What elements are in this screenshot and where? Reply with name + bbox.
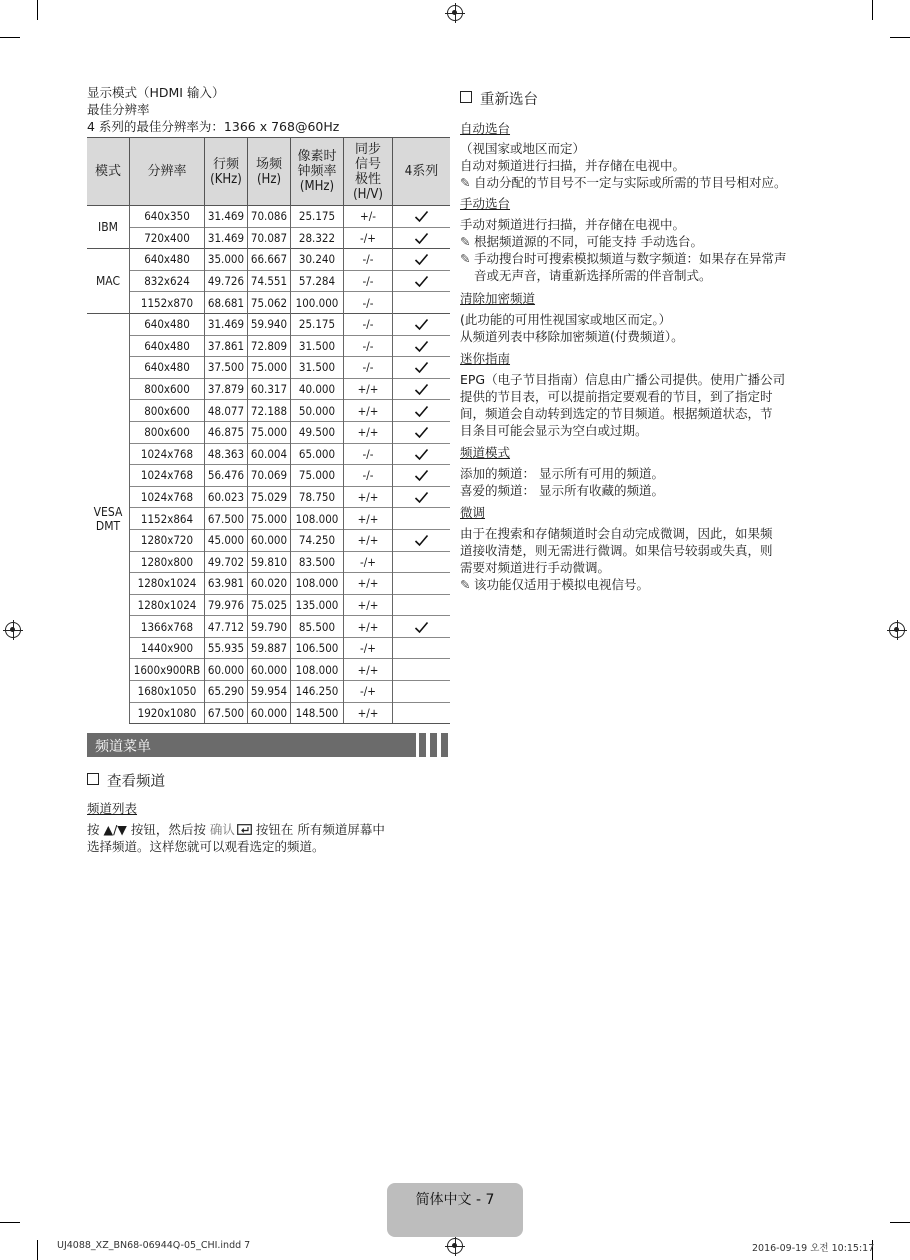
cell-clk: 148.500 <box>291 702 344 724</box>
square-bullet-icon <box>460 91 472 103</box>
table-row <box>87 378 450 400</box>
date-slug: 2016-09-19 오전 10:15:17 <box>752 1243 875 1254</box>
cell-pol: -/- <box>344 335 393 357</box>
table-row <box>87 465 450 487</box>
cell-pol: -/+ <box>344 637 393 659</box>
series4-cell <box>393 249 451 271</box>
crop-mark <box>0 1222 20 1223</box>
cell-res: 1366x768 <box>130 616 205 638</box>
table-row <box>87 637 450 659</box>
cell-v: 59.887 <box>248 637 291 659</box>
fine-tune-line: 由于在搜索和存储频道时会自动完成微调，因此，如果频 <box>460 526 773 541</box>
series4-cell <box>393 529 451 551</box>
retune-heading <box>460 88 830 109</box>
cell-h: 37.861 <box>205 335 248 357</box>
table-row <box>87 270 450 292</box>
channel-menu-bar <box>87 733 450 757</box>
list-text-line2: 选择频道。这样您就可以观看选定的频道。 <box>87 838 325 854</box>
series4-cell <box>393 227 451 249</box>
retune-heading-text: 重新选台 <box>480 92 538 108</box>
auto-tune-heading: 自动选台 <box>460 121 511 136</box>
crop-mark <box>890 1222 910 1223</box>
table-header-cell: 场频 (Hz) <box>248 138 291 206</box>
cell-h: 56.476 <box>205 465 248 487</box>
check-icon <box>414 253 429 266</box>
table-row <box>87 249 450 271</box>
intro-subtitle: 最佳分辨率 <box>87 102 150 117</box>
series4-cell <box>393 486 451 508</box>
series4-cell <box>393 681 451 703</box>
manual-tune-heading: 手动选台 <box>460 196 511 211</box>
cell-pol: -/- <box>344 270 393 292</box>
cell-v: 75.025 <box>248 594 291 616</box>
check-icon <box>414 405 429 418</box>
cell-clk: 108.000 <box>291 508 344 530</box>
cell-pol: +/+ <box>344 508 393 530</box>
cell-clk: 25.175 <box>291 206 344 228</box>
series4-cell <box>393 508 451 530</box>
cell-clk: 108.000 <box>291 573 344 595</box>
cell-v: 60.000 <box>248 529 291 551</box>
manual-tune-note-cont: 音或无声音，请重新选择所需的伴音制式。 <box>474 268 712 283</box>
table-row <box>87 573 450 595</box>
cell-v: 59.940 <box>248 313 291 335</box>
cell-res: 1280x800 <box>130 551 205 573</box>
auto-tune-line: （视国家或地区而定） <box>460 141 586 156</box>
display-mode-table <box>87 137 450 724</box>
cell-pol: +/+ <box>344 659 393 681</box>
cell-h: 67.500 <box>205 508 248 530</box>
cell-v: 60.020 <box>248 573 291 595</box>
pencil-note-icon: ✎ <box>460 251 471 266</box>
file-slug: UJ4088_XZ_BN68-06944Q-05_CHI.indd 7 <box>57 1240 251 1251</box>
table-row <box>87 551 450 573</box>
cell-pol: -/- <box>344 443 393 465</box>
page-label: 简体中文 - 7 <box>415 1192 495 1208</box>
cell-v: 59.810 <box>248 551 291 573</box>
cell-res: 640x350 <box>130 206 205 228</box>
cell-v: 72.809 <box>248 335 291 357</box>
manual-tune-line: 手动对频道进行扫描，并存储在电视中。 <box>460 217 686 232</box>
cell-h: 31.469 <box>205 227 248 249</box>
check-icon <box>414 469 429 482</box>
cell-clk: 78.750 <box>291 486 344 508</box>
cell-h: 60.000 <box>205 659 248 681</box>
channel-list-text <box>87 822 452 855</box>
table-row <box>87 292 450 314</box>
cell-res: 1280x720 <box>130 529 205 551</box>
cell-res: 800x600 <box>130 400 205 422</box>
series4-cell <box>393 616 451 638</box>
cell-pol: +/- <box>344 206 393 228</box>
cell-pol: -/- <box>344 357 393 379</box>
right-column <box>460 88 830 593</box>
auto-tune-note <box>460 174 830 191</box>
cell-h: 67.500 <box>205 702 248 724</box>
cell-h: 47.712 <box>205 616 248 638</box>
cell-h: 49.726 <box>205 270 248 292</box>
check-icon <box>414 621 429 634</box>
cell-h: 79.976 <box>205 594 248 616</box>
crop-mark <box>0 37 20 38</box>
cell-res: 640x480 <box>130 249 205 271</box>
view-channel-heading <box>87 770 452 791</box>
cell-h: 31.469 <box>205 206 248 228</box>
check-icon <box>414 318 429 331</box>
check-icon <box>414 275 429 288</box>
cell-v: 72.188 <box>248 400 291 422</box>
list-text-part: 按 ▲/▼ 按钮，然后按 <box>87 822 210 837</box>
cell-pol: -/- <box>344 465 393 487</box>
table-row <box>87 508 450 530</box>
cell-res: 640x480 <box>130 313 205 335</box>
clear-scrambled-line: 从频道列表中移除加密频道(付费频道）。 <box>460 329 684 344</box>
fine-tune-line: 道接收清楚，则无需进行微调。如果信号较弱或失真，则 <box>460 543 773 558</box>
cell-clk: 28.322 <box>291 227 344 249</box>
cell-clk: 83.500 <box>291 551 344 573</box>
table-row <box>87 421 450 443</box>
cell-clk: 75.000 <box>291 465 344 487</box>
cell-res: 1024x768 <box>130 443 205 465</box>
channel-view-section <box>87 770 452 855</box>
cell-pol: +/+ <box>344 594 393 616</box>
cell-res: 1680x1050 <box>130 681 205 703</box>
cell-clk: 40.000 <box>291 378 344 400</box>
cell-h: 65.290 <box>205 681 248 703</box>
cell-res: 800x600 <box>130 378 205 400</box>
enter-key-icon <box>237 824 252 835</box>
series4-cell <box>393 270 451 292</box>
cell-pol: -/+ <box>344 227 393 249</box>
mode-cell: IBM <box>87 206 130 249</box>
series4-cell <box>393 702 451 724</box>
series4-cell <box>393 378 451 400</box>
check-icon <box>414 361 429 374</box>
cell-v: 74.551 <box>248 270 291 292</box>
square-bullet-icon <box>87 773 99 785</box>
display-mode-intro <box>87 84 450 135</box>
cell-pol: +/+ <box>344 616 393 638</box>
auto-tune-line: 自动对频道进行扫描，并存储在电视中。 <box>460 158 686 173</box>
cell-h: 48.077 <box>205 400 248 422</box>
cell-pol: +/+ <box>344 400 393 422</box>
cell-v: 59.790 <box>248 616 291 638</box>
mode-cell: MAC <box>87 249 130 314</box>
check-icon <box>414 210 429 223</box>
manual-tune-note-text: 根据频道源的不同，可能支持 手动选台。 <box>474 234 703 249</box>
mini-guide-heading: 迷你指南 <box>460 351 511 366</box>
cell-pol: +/+ <box>344 378 393 400</box>
cell-pol: -/+ <box>344 551 393 573</box>
cell-clk: 100.000 <box>291 292 344 314</box>
cell-v: 75.000 <box>248 421 291 443</box>
series4-cell <box>393 594 451 616</box>
table-row <box>87 357 450 379</box>
cell-pol: +/+ <box>344 421 393 443</box>
manual-tune-note <box>460 233 830 250</box>
table-header-cell: 模式 <box>87 138 130 206</box>
table-header-cell: 同步 信号 极性 (H/V) <box>344 138 393 206</box>
cell-pol: +/+ <box>344 486 393 508</box>
series4-cell <box>393 292 451 314</box>
cell-v: 59.954 <box>248 681 291 703</box>
cell-clk: 25.175 <box>291 313 344 335</box>
cell-clk: 57.284 <box>291 270 344 292</box>
registration-mark-icon <box>5 622 21 638</box>
pencil-note-icon: ✎ <box>460 577 471 592</box>
table-row <box>87 702 450 724</box>
table-row <box>87 335 450 357</box>
cell-pol: -/- <box>344 292 393 314</box>
series4-cell <box>393 659 451 681</box>
list-text-part: 按钮在 所有频道屏幕中 <box>251 822 385 837</box>
cell-pol: +/+ <box>344 702 393 724</box>
table-row <box>87 616 450 638</box>
cell-res: 1152x864 <box>130 508 205 530</box>
channel-mode-heading: 频道模式 <box>460 445 511 460</box>
channel-mode-line: 喜爱的频道： 显示所有收藏的频道。 <box>460 483 664 498</box>
series4-cell <box>393 443 451 465</box>
cell-v: 60.317 <box>248 378 291 400</box>
cell-v: 75.029 <box>248 486 291 508</box>
fine-tune-heading: 微调 <box>460 505 486 520</box>
cell-h: 45.000 <box>205 529 248 551</box>
series4-cell <box>393 400 451 422</box>
fine-tune-note-text: 该功能仅适用于模拟电视信号。 <box>474 577 650 592</box>
cell-clk: 50.000 <box>291 400 344 422</box>
cell-clk: 31.500 <box>291 335 344 357</box>
check-icon <box>414 232 429 245</box>
cell-h: 55.935 <box>205 637 248 659</box>
crop-mark <box>37 1240 38 1260</box>
check-icon <box>414 340 429 353</box>
fine-tune-note <box>460 576 830 593</box>
cell-res: 800x600 <box>130 421 205 443</box>
registration-mark-icon <box>447 5 463 21</box>
registration-mark-icon <box>889 622 905 638</box>
cell-v: 60.000 <box>248 702 291 724</box>
view-channel-heading-text: 查看频道 <box>107 774 165 790</box>
cell-res: 1920x1080 <box>130 702 205 724</box>
channel-list-heading: 频道列表 <box>87 801 138 816</box>
series4-cell <box>393 206 451 228</box>
series4-cell <box>393 465 451 487</box>
cell-h: 49.702 <box>205 551 248 573</box>
crop-mark <box>37 0 38 20</box>
cell-h: 31.469 <box>205 313 248 335</box>
channel-mode-line: 添加的频道： 显示所有可用的频道。 <box>460 466 664 481</box>
intro-best-resolution: 4 系列的最佳分辨率为：1366 x 768@60Hz <box>87 119 340 134</box>
pencil-note-icon: ✎ <box>460 175 471 190</box>
table-row <box>87 206 450 228</box>
check-icon <box>414 534 429 547</box>
cell-res: 1024x768 <box>130 486 205 508</box>
manual-tune-note <box>460 250 830 267</box>
clear-scrambled-heading: 清除加密频道 <box>460 291 536 306</box>
cell-h: 37.500 <box>205 357 248 379</box>
check-icon <box>414 448 429 461</box>
cell-pol: +/+ <box>344 573 393 595</box>
check-icon <box>414 426 429 439</box>
cell-v: 70.069 <box>248 465 291 487</box>
cell-v: 75.000 <box>248 508 291 530</box>
cell-pol: -/- <box>344 249 393 271</box>
series4-cell <box>393 637 451 659</box>
table-row <box>87 681 450 703</box>
table-body <box>87 206 450 724</box>
clear-scrambled-line: (此功能的可用性视国家或地区而定。） <box>460 312 672 327</box>
series4-cell <box>393 573 451 595</box>
auto-tune-note-text: 自动分配的节目号不一定与实际或所需的节目号相对应。 <box>474 175 787 190</box>
cell-clk: 108.000 <box>291 659 344 681</box>
table-header-cell: 像素时 钟频率 (MHz) <box>291 138 344 206</box>
table-row <box>87 659 450 681</box>
cell-h: 37.879 <box>205 378 248 400</box>
crop-mark <box>890 37 910 38</box>
cell-v: 75.062 <box>248 292 291 314</box>
cell-res: 640x480 <box>130 335 205 357</box>
cell-pol: -/+ <box>344 681 393 703</box>
mini-guide-line: EPG（电子节目指南）信息由广播公司提供。使用广播公司 <box>460 372 786 387</box>
cell-v: 75.000 <box>248 357 291 379</box>
table-row <box>87 313 450 335</box>
check-icon <box>414 383 429 396</box>
fine-tune-line: 需要对频道进行手动微调。 <box>460 560 611 575</box>
table-row <box>87 443 450 465</box>
series4-cell <box>393 313 451 335</box>
cell-res: 1280x1024 <box>130 594 205 616</box>
enter-label: 确认 <box>209 822 235 837</box>
cell-clk: 106.500 <box>291 637 344 659</box>
pencil-note-icon: ✎ <box>460 234 471 249</box>
cell-v: 70.087 <box>248 227 291 249</box>
registration-mark-icon <box>447 1238 463 1254</box>
cell-h: 60.023 <box>205 486 248 508</box>
channel-menu-title: 频道菜单 <box>95 739 151 755</box>
cell-clk: 85.500 <box>291 616 344 638</box>
cell-clk: 135.000 <box>291 594 344 616</box>
table-row <box>87 400 450 422</box>
crop-mark <box>872 0 873 20</box>
cell-clk: 146.250 <box>291 681 344 703</box>
cell-v: 60.000 <box>248 659 291 681</box>
intro-title: 显示模式（HDMI 输入） <box>87 85 225 100</box>
cell-res: 1440x900 <box>130 637 205 659</box>
series4-cell <box>393 551 451 573</box>
table-header-row <box>87 138 450 206</box>
mini-guide-line: 目条目可能会显示为空白或过期。 <box>460 423 648 438</box>
cell-res: 640x480 <box>130 357 205 379</box>
cell-res: 832x624 <box>130 270 205 292</box>
cell-clk: 65.000 <box>291 443 344 465</box>
mode-cell: VESA DMT <box>87 313 130 723</box>
cell-v: 60.004 <box>248 443 291 465</box>
cell-res: 1152x870 <box>130 292 205 314</box>
cell-v: 66.667 <box>248 249 291 271</box>
cell-h: 46.875 <box>205 421 248 443</box>
cell-h: 35.000 <box>205 249 248 271</box>
mini-guide-line: 间，频道会自动转到选定的节目频道。根据频道状态，节 <box>460 406 773 421</box>
cell-clk: 49.500 <box>291 421 344 443</box>
cell-pol: +/+ <box>344 529 393 551</box>
table-header-cell: 分辨率 <box>130 138 205 206</box>
cell-h: 63.981 <box>205 573 248 595</box>
cell-pol: -/- <box>344 313 393 335</box>
series4-cell <box>393 357 451 379</box>
series4-cell <box>393 335 451 357</box>
cell-clk: 30.240 <box>291 249 344 271</box>
cell-clk: 74.250 <box>291 529 344 551</box>
cell-res: 1600x900RB <box>130 659 205 681</box>
cell-h: 48.363 <box>205 443 248 465</box>
left-column <box>87 84 450 724</box>
table-header-cell: 4系列 <box>393 138 451 206</box>
series4-cell <box>393 421 451 443</box>
table-row <box>87 594 450 616</box>
cell-res: 1280x1024 <box>130 573 205 595</box>
table-row <box>87 486 450 508</box>
cell-res: 1024x768 <box>130 465 205 487</box>
cell-res: 720x400 <box>130 227 205 249</box>
table-row <box>87 529 450 551</box>
cell-clk: 31.500 <box>291 357 344 379</box>
page-number-tab <box>387 1183 523 1237</box>
cell-h: 68.681 <box>205 292 248 314</box>
bar-stripes <box>416 733 450 757</box>
manual-tune-note-text: 手动搜台时可搜索模拟频道与数字频道：如果存在异常声 <box>474 251 787 266</box>
cell-v: 70.086 <box>248 206 291 228</box>
check-icon <box>414 491 429 504</box>
table-row <box>87 227 450 249</box>
table-header-cell: 行频 (KHz) <box>205 138 248 206</box>
mini-guide-line: 提供的节目表，可以提前指定要观看的节目，到了指定时 <box>460 389 773 404</box>
